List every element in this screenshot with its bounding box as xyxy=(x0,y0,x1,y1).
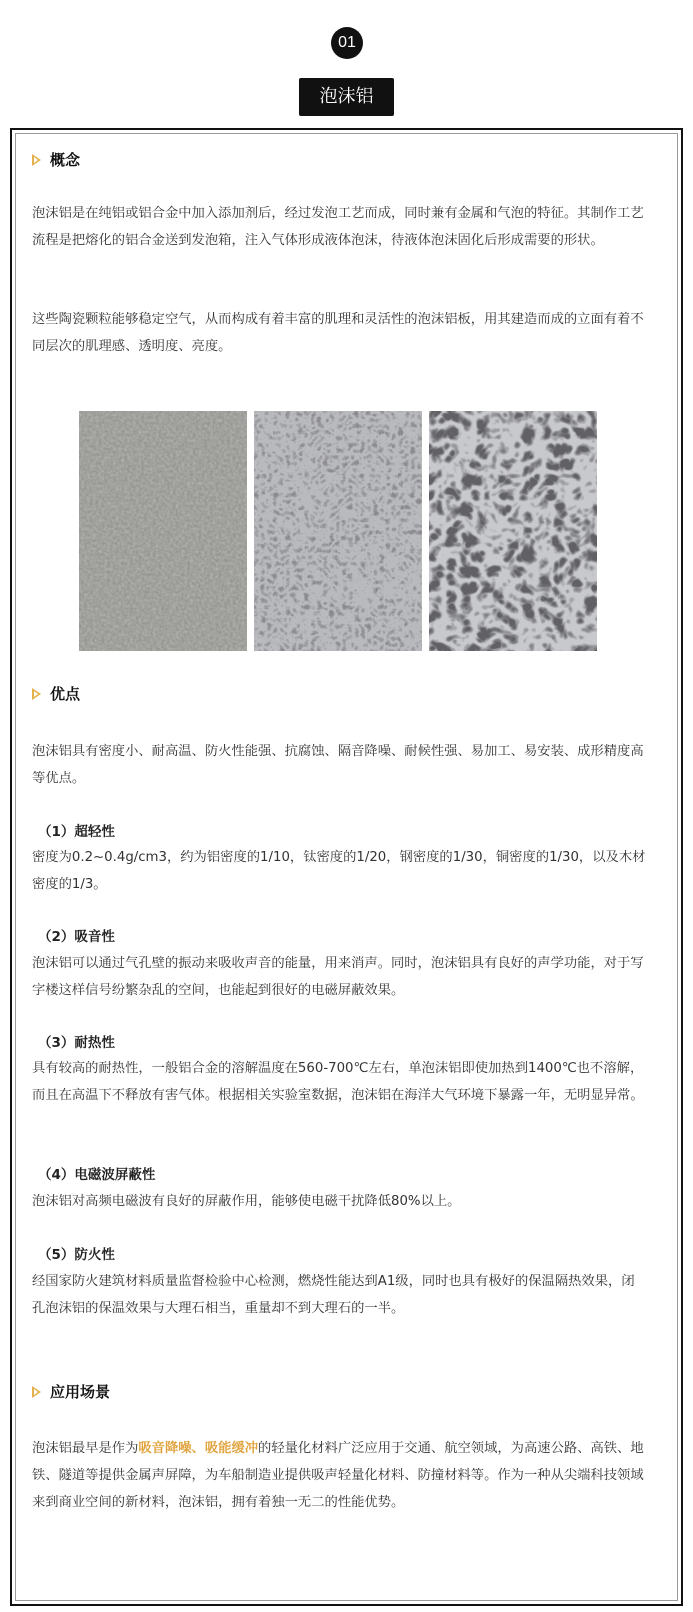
advantage-title-4: （4）电磁波屏蔽性 xyxy=(38,1167,156,1183)
advantages-intro: 泡沫铝具有密度小、耐高温、防火性能强、抗腐蚀、隔音降噪、耐候性强、易加工、易安装、成形精度高等优点。 xyxy=(32,744,644,786)
triangle-bullet-icon xyxy=(32,1386,41,1398)
triangle-bullet-icon xyxy=(32,154,41,166)
section-title: 泡沫铝 xyxy=(299,78,394,116)
applications-text-start: 泡沫铝最早是作为 xyxy=(32,1441,139,1456)
advantage-text-3: 具有较高的耐热性，一般铝合金的溶解温度在560-700℃左右，单泡沫铝即使加热到1400℃也不溶解，而且在高温下不释放有害气体。根据相关实验室数据，泡沫铝在海洋大气环境下暴露一年，无明显异常。 xyxy=(32,1061,644,1103)
concept-heading-text: 概念 xyxy=(50,151,81,169)
advantages-heading xyxy=(32,684,80,704)
medium-porous-foam-image xyxy=(254,411,422,651)
concept-paragraph-2: 这些陶瓷颗粒能够稳定空气，从而构成有着丰富的肌理和灵活性的泡沫铝板，用其建造而成的立面有着不同层次的肌理感、透明度、亮度。 xyxy=(32,312,644,354)
advantage-text-2: 泡沫铝可以通过气孔壁的振动来吸收声音的能量，用来消声。同时，泡沫铝具有良好的声学功能，对于写字楼这样信号纷繁杂乱的空间，也能起到很好的电磁屏蔽效果。 xyxy=(32,956,644,998)
applications-paragraph xyxy=(32,1435,646,1516)
section-number-badge: 01 xyxy=(331,27,363,59)
advantages-heading-text: 优点 xyxy=(50,685,81,703)
applications-highlight: 吸音降噪、吸能缓冲 xyxy=(138,1441,259,1456)
advantage-title-3: （3）耐热性 xyxy=(38,1035,115,1051)
advantage-title-5: （5）防火性 xyxy=(38,1247,115,1263)
advantage-title-1: （1）超轻性 xyxy=(38,824,115,840)
applications-heading-text: 应用场景 xyxy=(50,1383,111,1401)
advantage-title-2: （2）吸音性 xyxy=(38,929,115,945)
applications-text-end: 的轻量化材料广泛应用于交通、航空领域，为高速公路、高铁、地铁、隧道等提供金属声屏障，为车船制造业提供吸声轻量化材料、防撞材料等。作为一种从尖端科技领域来到商业空间的新材料，泡沫铝，拥有着独一无二的性能优势。 xyxy=(32,1441,644,1510)
fine-texture-foam-image xyxy=(79,411,247,651)
concept-heading xyxy=(32,150,80,170)
triangle-bullet-icon xyxy=(32,688,41,700)
applications-heading xyxy=(32,1382,110,1402)
advantage-text-5: 经国家防火建筑材料质量监督检验中心检测，燃烧性能达到A1级，同时也具有极好的保温隔热效果，闭孔泡沫铝的保温效果与大理石相当，重量却不到大理石的一半。 xyxy=(32,1274,635,1316)
concept-paragraph-1: 泡沫铝是在纯铝或铝合金中加入添加剂后，经过发泡工艺而成，同时兼有金属和气泡的特征。其制作工艺流程是把熔化的铝合金送到发泡箱，注入气体形成液体泡沫，待液体泡沫固化后形成需要的形状。 xyxy=(32,206,644,248)
open-cell-foam-image xyxy=(429,411,597,651)
advantage-text-1: 密度为0.2~0.4g/cm3，约为铝密度的1/10，钛密度的1/20，钢密度的1/30，铜密度的1/30，以及木材密度的1/3。 xyxy=(32,850,646,892)
advantage-text-4: 泡沫铝对高频电磁波有良好的屏蔽作用，能够使电磁干扰降低80%以上。 xyxy=(32,1194,461,1209)
